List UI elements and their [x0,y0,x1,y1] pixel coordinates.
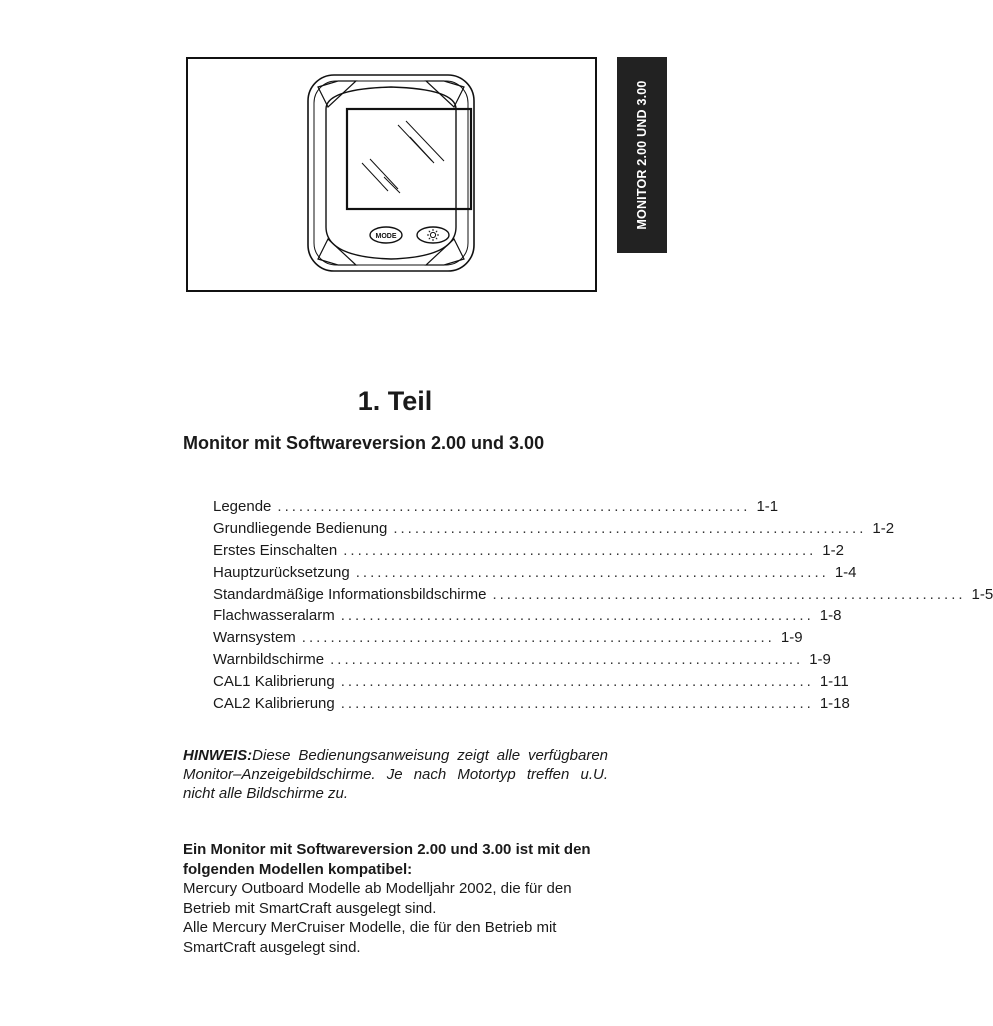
toc-entry[interactable]: Hauptzurücksetzung .................................................................. 1-4 [213,563,857,581]
note-paragraph [183,746,608,803]
toc-label: CAL2 Kalibrierung [213,695,335,713]
toc-page: 1-8 [819,607,842,625]
note-lead: HINWEIS: [183,747,253,764]
toc-label: Legende [213,498,272,515]
toc-entry[interactable]: CAL2 Kalibrierung .................................................................. 1-18 [213,695,850,713]
toc-page: 1-1 [756,498,779,515]
toc-label: Warnsystem [213,629,296,647]
toc-page: 1-4 [834,563,857,581]
toc-entry[interactable]: Flachwasseralarm .................................................................. 1-8 [213,607,842,625]
toc-label: Flachwasseralarm [213,607,335,625]
toc-page: 1-5 [971,585,993,603]
toc-page: 1-2 [822,541,844,559]
toc-page: 1-9 [809,651,831,669]
toc-label: Hauptzurücksetzung [213,563,350,581]
compatibility-heading: Ein Monitor mit Softwareversion 2.00 und 3.00 ist mit den folgenden Modellen kompatibel: [183,841,591,878]
toc-entry[interactable]: Erstes Einschalten .................................................................. 1-2 [213,541,844,559]
toc-label: CAL1 Kalibrierung [213,673,335,691]
toc-entry[interactable]: Standardmäßige Informationsbildschirme .................................................................. 1-5 [213,585,993,603]
toc-label: Warnbildschirme [213,651,325,669]
toc-page: 1-9 [780,629,803,647]
toc-entry[interactable]: Grundliegende Bedienung .................................................................. 1-2 [213,519,895,537]
toc-entry[interactable]: CAL1 Kalibrierung .................................................................. 1-11 [213,673,849,691]
toc-entry[interactable]: Warnsystem .................................................................. 1-9 [213,629,803,647]
toc-page: 1-18 [819,695,850,713]
toc-label: Standardmäßige Informationsbildschirme [213,585,487,603]
monitor-illustration [186,57,597,292]
toc-label: Erstes Einschalten [213,541,338,559]
toc-label: Grundliegende Bedienung [213,519,388,537]
toc-entry[interactable]: Warnbildschirme .................................................................. 1-9 [213,651,831,669]
compatibility-mercruiser: Alle Mercury MerCruiser Modelle, die für den Betrieb mit SmartCraft ausgelegt sind. [183,919,557,956]
table-of-contents [213,498,993,717]
mode-button-label: MODE [375,233,397,240]
section-side-tab [617,57,667,253]
note-text: Diese Bedienungsanweisung zeigt alle verfügbaren Monitor–Anzeigebildschirme. Je nach Motortyp treffen u.U. nicht alle Bildschirme zu. [183,747,608,802]
toc-page: 1-2 [872,519,895,537]
monitor-drawing [188,59,595,290]
section-subtitle: Monitor mit Softwareversion 2.00 und 3.00 [183,433,545,453]
toc-page: 1-11 [819,673,849,691]
compatibility-outboard: Mercury Outboard Modelle ab Modelljahr 2002, die für den Betrieb mit SmartCraft ausgelegt sind. [183,880,572,917]
side-tab-label: MONITOR 2.00 UND 3.00 [635,80,649,230]
part-title: 1. Teil [357,386,433,416]
compatibility-section [183,840,608,957]
toc-entry[interactable]: Legende .................................................................. 1-1 [213,498,779,515]
